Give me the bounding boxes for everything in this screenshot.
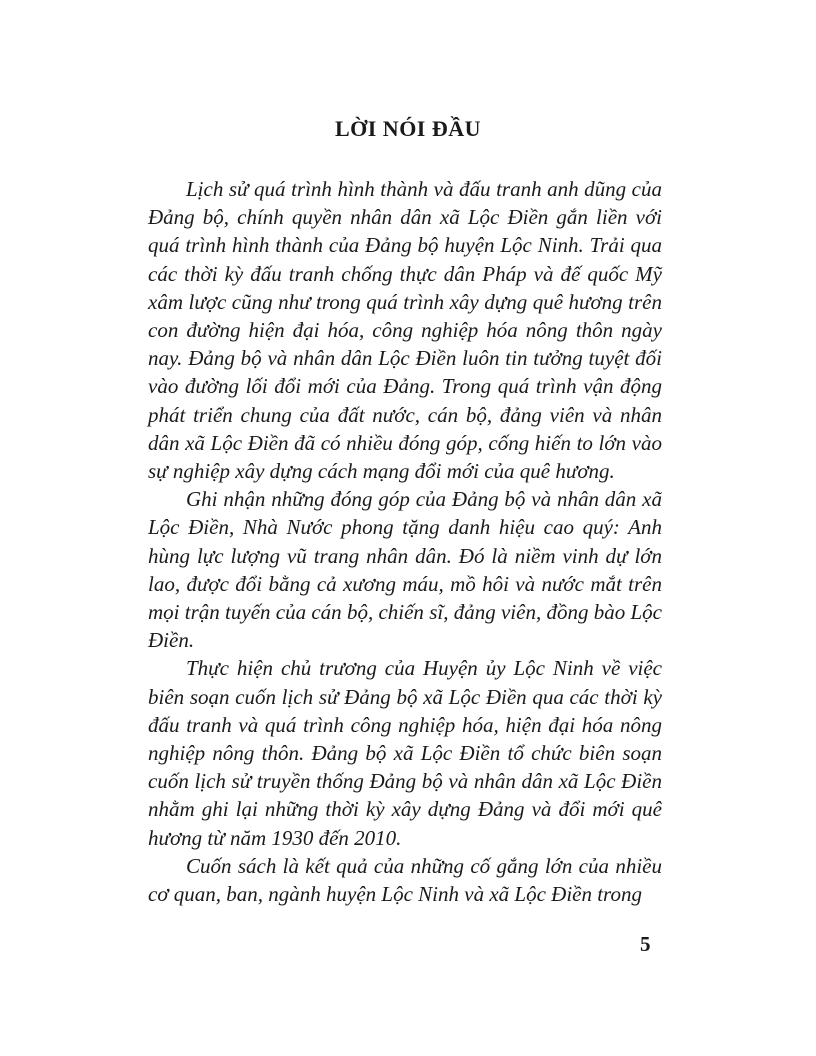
paragraph-3: Thực hiện chủ trương của Huyện ủy Lộc Ninh về việc biên soạn cuốn lịch sử Đảng bộ xã Lộc Điền qua các thời kỳ đấu tranh và quá trình công nghiệp hóa, hiện đại hóa nông nghiệp nông thôn. Đảng bộ xã Lộc Điền tổ chức biên soạn cuốn lịch sử truyền thống Đảng bộ và nhân dân xã Lộc Điền nhằm ghi lại những thời kỳ xây dựng Đảng và đổi mới quê hương từ năm 1930 đến 2010.	[148, 656, 662, 850]
page-number: 5	[640, 932, 651, 956]
paragraph-2: Ghi nhận những đóng góp của Đảng bộ và nhân dân xã Lộc Điền, Nhà Nước phong tặng danh hiệu cao quý: Anh hùng lực lượng vũ trang nhân dân. Đó là niềm vinh dự lớn lao, được đổi bằng cả xương máu, mồ hôi và nước mắt trên mọi trận tuyến của cán bộ, chiến sĩ, đảng viên, đồng bào Lộc Điền.	[148, 487, 662, 653]
paragraph-4: Cuốn sách là kết quả của những cố gắng lớn của nhiều cơ quan, ban, ngành huyện Lộc Ninh và xã Lộc Điền trong	[148, 853, 662, 907]
body-text	[148, 175, 662, 908]
paragraph-1: Lịch sử quá trình hình thành và đấu tranh anh dũng của Đảng bộ, chính quyền nhân dân xã Lộc Điền gắn liền với quá trình hình thành của Đảng bộ huyện Lộc Ninh. Trải qua các thời kỳ đấu tranh chống thực dân Pháp và đế quốc Mỹ xâm lược cũng như trong quá trình xây dựng quê hương trên con đường hiện đại hóa, công nghiệp hóa nông thôn ngày nay. Đảng bộ và nhân dân Lộc Điền luôn tin tưởng tuyệt đối vào đường lối đổi mới của Đảng. Trong quá trình vận động phát triển chung của đất nước, cán bộ, đảng viên và nhân dân xã Lộc Điền đã có nhiều đóng góp, cống hiến to lớn vào sự nghiệp xây dựng cách mạng đổi mới của quê hương.	[148, 177, 662, 484]
page-title: LỜI NÓI ĐẦU	[334, 116, 482, 141]
